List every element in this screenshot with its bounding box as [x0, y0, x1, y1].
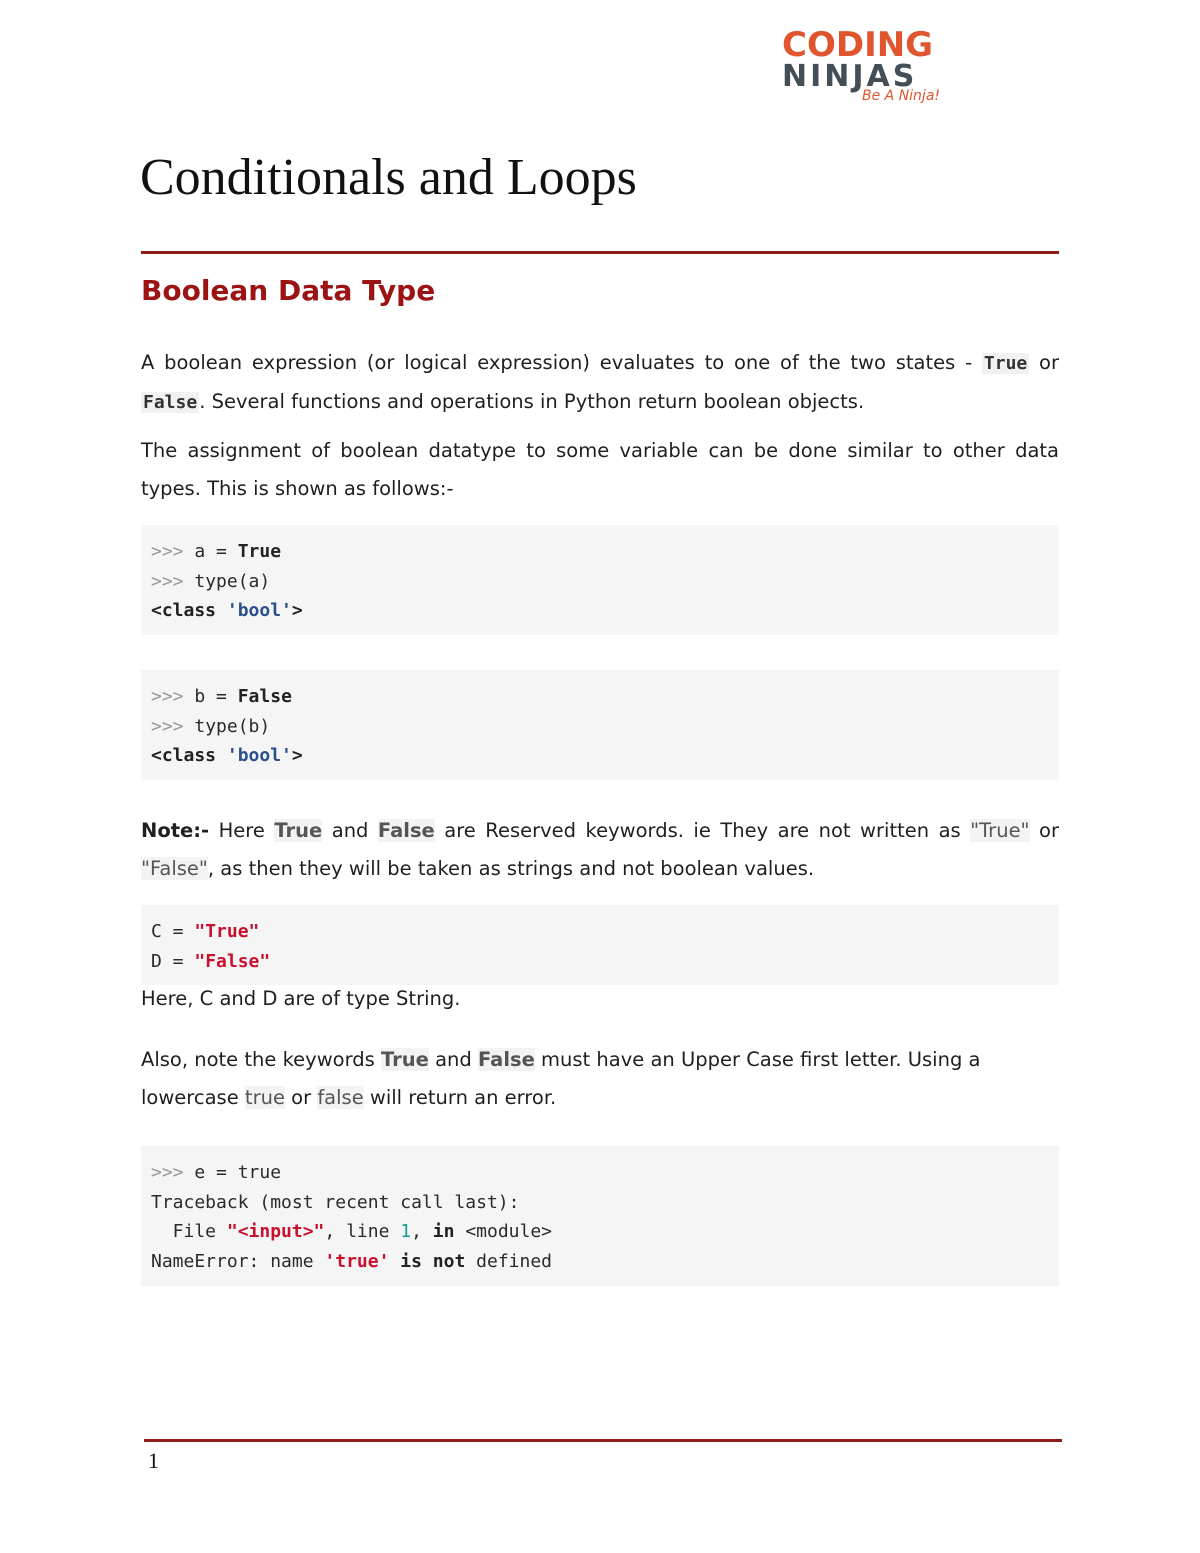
number: 1: [400, 1221, 412, 1242]
title-divider: [141, 251, 1059, 254]
code: <class: [151, 745, 227, 766]
text: or: [1029, 819, 1059, 842]
footer-divider: [144, 1439, 1062, 1442]
text: Here: [209, 819, 275, 842]
text: will return an error.: [363, 1086, 557, 1109]
logo-line2: NINJAS: [782, 59, 918, 94]
code: ,: [411, 1221, 433, 1242]
keyword-true: True: [983, 353, 1028, 374]
text: and: [428, 1048, 478, 1071]
assignment-paragraph: The assignment of boolean datatype to some variable can be done similar to other data types. This is shown as follows:-: [141, 439, 1059, 500]
code-block-1: [141, 525, 1059, 635]
code: NameError: name: [151, 1250, 325, 1272]
prompt: >>>: [151, 1162, 195, 1183]
code: [389, 1251, 400, 1272]
code: e = true: [194, 1162, 282, 1183]
keyword-false: False: [377, 819, 435, 842]
intro-paragraph: [141, 344, 1059, 422]
string: "False": [194, 950, 271, 972]
code: C =: [151, 921, 195, 942]
string: "True": [194, 921, 260, 942]
text: A boolean expression (or logical expression) evaluates to one of the two states -: [141, 351, 982, 374]
code: >: [291, 600, 303, 621]
string-true: "True": [970, 819, 1030, 842]
code-block-3: [141, 905, 1059, 985]
keyword-true: True: [381, 1048, 429, 1071]
text: , as then they will be taken as strings and not boolean values.: [207, 857, 815, 880]
text: or: [1029, 351, 1059, 374]
text: are Reserved keywords. ie They are not written as: [434, 819, 971, 842]
prompt: >>>: [151, 686, 195, 707]
text: must have an Upper Case first letter. Using a lowercase: [141, 1048, 981, 1109]
string: 'bool': [226, 745, 292, 766]
keyword: not: [432, 1250, 466, 1272]
keyword: in: [432, 1221, 455, 1242]
lowercase-true: true: [244, 1086, 285, 1109]
code: type(b): [194, 715, 271, 737]
keyword-false: False: [143, 392, 198, 413]
code-block-4: [141, 1146, 1059, 1286]
code: a =: [194, 541, 238, 562]
prompt: >>>: [151, 715, 195, 737]
string: 'true': [324, 1250, 390, 1272]
text: or: [284, 1086, 318, 1109]
code: b =: [194, 686, 238, 707]
page-title: Conditionals and Loops: [140, 149, 637, 206]
string: "<input>": [226, 1221, 325, 1242]
keyword-true: True: [274, 819, 323, 842]
text: Also, note the keywords: [141, 1048, 381, 1071]
code: D =: [151, 950, 195, 972]
coding-ninjas-logo: [782, 24, 958, 104]
lowercase-false: false: [317, 1086, 364, 1109]
code-block-2: [141, 670, 1059, 780]
section-heading: Boolean Data Type: [141, 274, 436, 307]
keyword: is: [400, 1250, 422, 1272]
string-false: "False": [141, 857, 208, 880]
text: . Several functions and operations in Python return boolean objects.: [199, 390, 865, 413]
logo-graphic: [782, 24, 958, 104]
logo-tagline: Be A Ninja!: [862, 88, 941, 104]
string-type-paragraph: Here, C and D are of type String.: [141, 987, 461, 1010]
text: and: [322, 819, 378, 842]
code: type(a): [194, 570, 271, 592]
prompt: >>>: [151, 570, 195, 592]
code: File: [151, 1221, 227, 1242]
code: >: [291, 745, 303, 766]
uppercase-paragraph: [141, 1041, 1059, 1117]
code: defined: [465, 1250, 553, 1272]
logo-line1: CODING: [782, 25, 934, 65]
code: <class: [151, 600, 227, 621]
code: Traceback (most recent call last):: [151, 1191, 520, 1213]
note-paragraph: [141, 812, 1059, 888]
keyword-false: False: [477, 1048, 535, 1071]
keyword: False: [237, 686, 292, 707]
note-label: Note:-: [141, 819, 210, 842]
string: 'bool': [226, 600, 292, 621]
code: , line: [324, 1221, 401, 1242]
keyword: True: [237, 541, 282, 562]
code: [422, 1251, 433, 1272]
page-number: 1: [148, 1448, 159, 1473]
code: <module>: [454, 1221, 553, 1242]
prompt: >>>: [151, 541, 195, 562]
